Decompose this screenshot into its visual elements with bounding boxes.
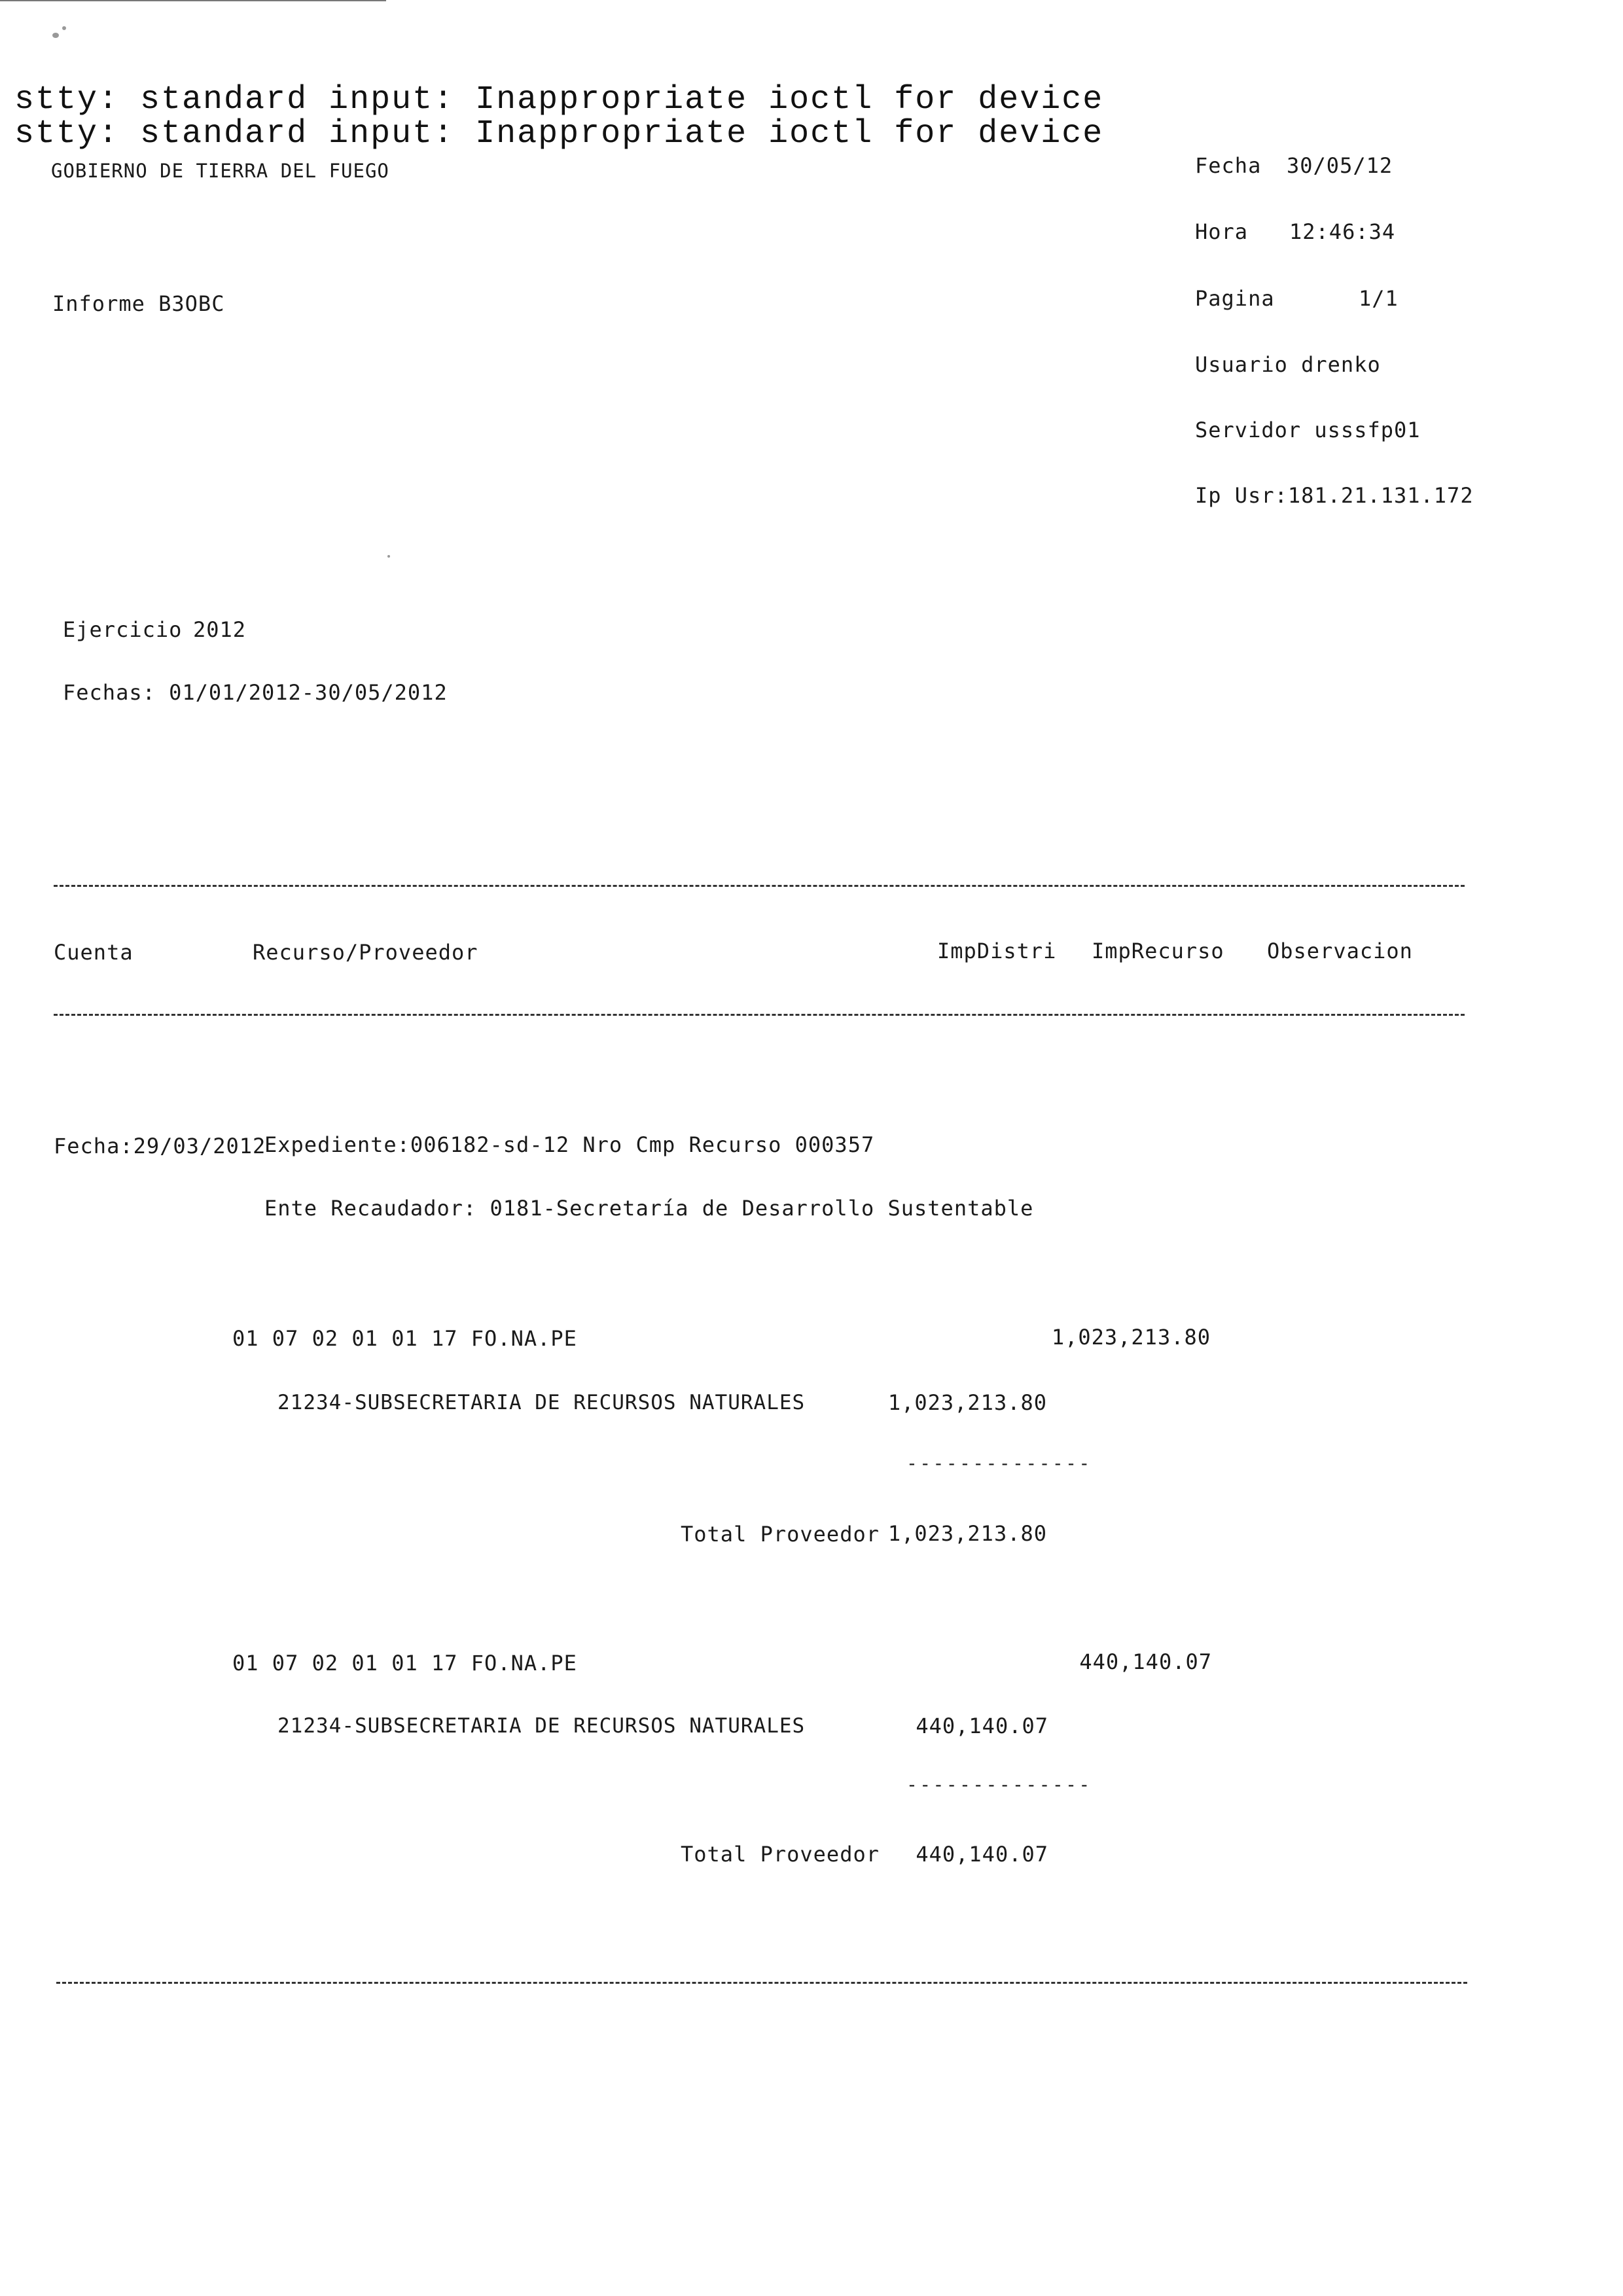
col-imprecurso: ImpRecurso	[1092, 939, 1224, 963]
hora-value: 12:46:34	[1289, 219, 1396, 244]
col-observacion: Observacion	[1267, 939, 1413, 963]
group-cuenta: 01 07 02 01 01 17 FO.NA.PE	[232, 1651, 577, 1676]
group-proveedor: 21234-SUBSECRETARIA DE RECURSOS NATURALES	[277, 1391, 806, 1414]
header-divider-top	[54, 885, 1465, 887]
hora-label: Hora	[1195, 219, 1249, 244]
fechas-range: Fechas: 01/01/2012-30/05/2012	[63, 680, 448, 705]
usuario: Usuario drenko	[1195, 352, 1381, 377]
pagina-value: 1/1	[1359, 286, 1399, 311]
col-cuenta: Cuenta	[54, 940, 134, 965]
group-total-label: Total Proveedor	[681, 1842, 880, 1867]
entry-fecha: Fecha:29/03/2012	[54, 1134, 266, 1158]
entry-ente-recaudador: Ente Recaudador: 0181-Secretaría de Desarrollo Sustentable	[264, 1196, 1034, 1221]
ejercicio-label: Ejercicio	[63, 617, 183, 642]
group-imp-distri: 1,023,213.80	[887, 1390, 1047, 1415]
organization-name: GOBIERNO DE TIERRA DEL FUEGO	[51, 160, 389, 182]
ejercicio-value: 2012	[193, 617, 247, 642]
servidor: Servidor usssfp01	[1195, 418, 1421, 442]
ip-usuario: Ip Usr:181.21.131.172	[1195, 483, 1474, 508]
console-error-line-2: stty: standard input: Inappropriate ioctl for device	[14, 115, 1104, 152]
fecha-value: 30/05/12	[1287, 153, 1393, 178]
fecha-label: Fecha	[1195, 153, 1262, 178]
scan-speck	[62, 26, 66, 30]
group-imp-distri: 440,140.07	[916, 1713, 1048, 1738]
pagina-label: Pagina	[1195, 286, 1275, 311]
group-separator: --------------	[906, 1774, 1092, 1795]
header-divider-bottom	[54, 1014, 1465, 1016]
group-total-label: Total Proveedor	[681, 1522, 880, 1547]
entry-expediente: Expediente:006182-sd-12 Nro Cmp Recurso 000357	[264, 1132, 875, 1157]
group-proveedor: 21234-SUBSECRETARIA DE RECURSOS NATURALES	[277, 1714, 806, 1738]
group-imp-recurso: 1,023,213.80	[1051, 1325, 1211, 1350]
scan-edge-line	[0, 0, 386, 1]
console-error-line-1: stty: standard input: Inappropriate ioctl for device	[14, 81, 1104, 118]
group-separator: --------------	[906, 1452, 1092, 1474]
footer-divider	[56, 1982, 1467, 1984]
col-impdistri: ImpDistri	[937, 939, 1057, 963]
group-total-value: 1,023,213.80	[887, 1521, 1047, 1546]
scan-speck	[387, 555, 390, 558]
scan-speck	[52, 33, 59, 38]
report-name: Informe B3OBC	[52, 291, 225, 316]
col-recurso-proveedor: Recurso/Proveedor	[253, 940, 478, 965]
group-total-value: 440,140.07	[916, 1842, 1048, 1867]
group-imp-recurso: 440,140.07	[1079, 1649, 1212, 1674]
group-cuenta: 01 07 02 01 01 17 FO.NA.PE	[232, 1326, 577, 1351]
